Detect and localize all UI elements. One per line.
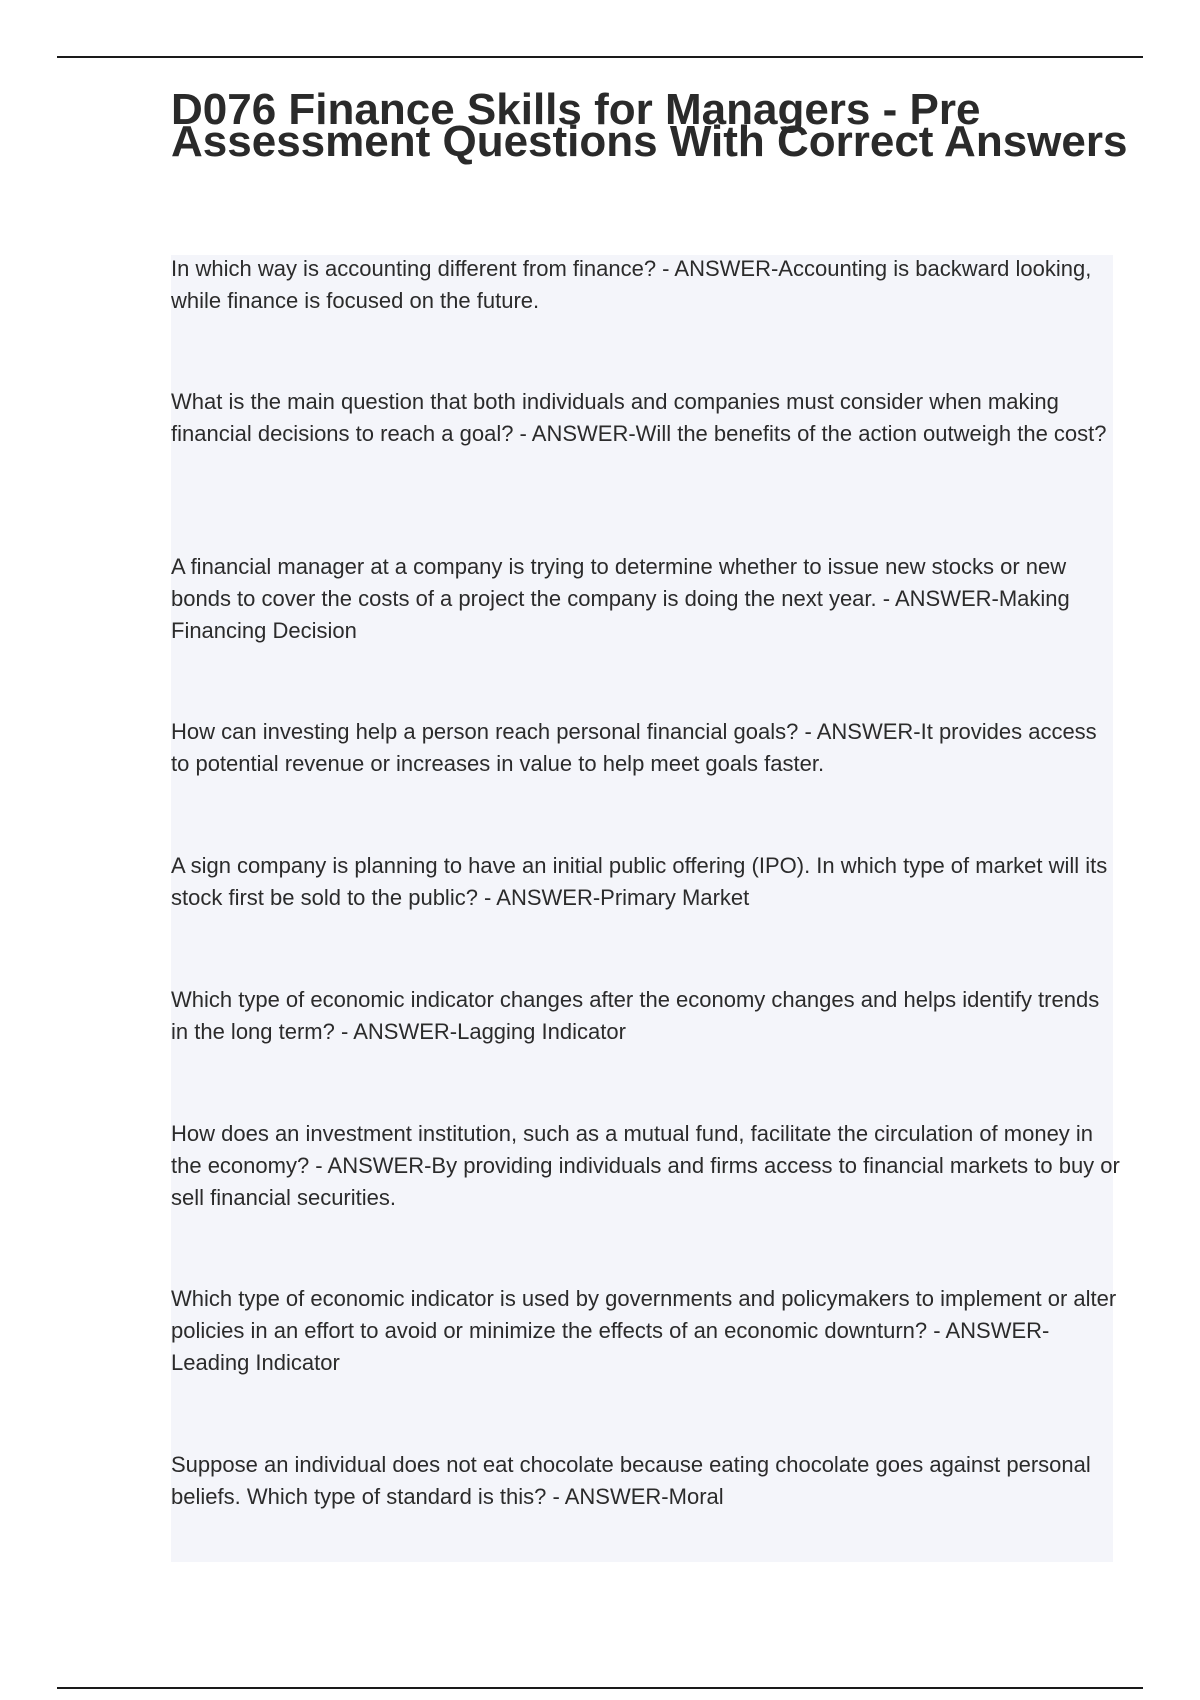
qa-item-3: A financial manager at a company is trying to determine whether to issue new stocks or new bonds to cover the costs of a project the company is doing the next year. - ANSWER-Making Financing Decision	[171, 554, 1070, 643]
qa-item-5: A sign company is planning to have an initial public offering (IPO). In which type of market will its stock first be sold to the public? - ANSWER-Primary Market	[171, 853, 1108, 910]
bottom-rule	[57, 1687, 1143, 1689]
qa-item-7: How does an investment institution, such as a mutual fund, facilitate the circulation of money in the economy? - ANSWER-By providing individuals and firms access to financial markets to buy or sell financial securities.	[171, 1121, 1120, 1210]
document-title: D076 Finance Skills for Managers - Pre Assessment Questions With Correct Answers	[171, 85, 1128, 166]
qa-item-6: Which type of economic indicator changes after the economy changes and helps identify trends in the long term? - ANSWER-Lagging Indicator	[171, 987, 1100, 1044]
qa-item-2: What is the main question that both individuals and companies must consider when making financial decisions to reach a goal? - ANSWER-Will the benefits of the action outweigh the cost?	[171, 389, 1107, 446]
qa-item-8: Which type of economic indicator is used by governments and policymakers to implement or alter policies in an effort to avoid or minimize the effects of an economic downturn? - ANSWER-Leading Indicator	[171, 1286, 1117, 1375]
qa-item-1: In which way is accounting different from finance? - ANSWER-Accounting is backward looking, while finance is focused on the future.	[171, 256, 1092, 313]
top-rule	[57, 56, 1143, 58]
qa-item-4: How can investing help a person reach personal financial goals? - ANSWER-It provides access to potential revenue or increases in value to help meet goals faster.	[171, 719, 1097, 776]
qa-item-9: Suppose an individual does not eat chocolate because eating chocolate goes against personal beliefs. Which type of standard is this? - ANSWER-Moral	[171, 1452, 1091, 1509]
